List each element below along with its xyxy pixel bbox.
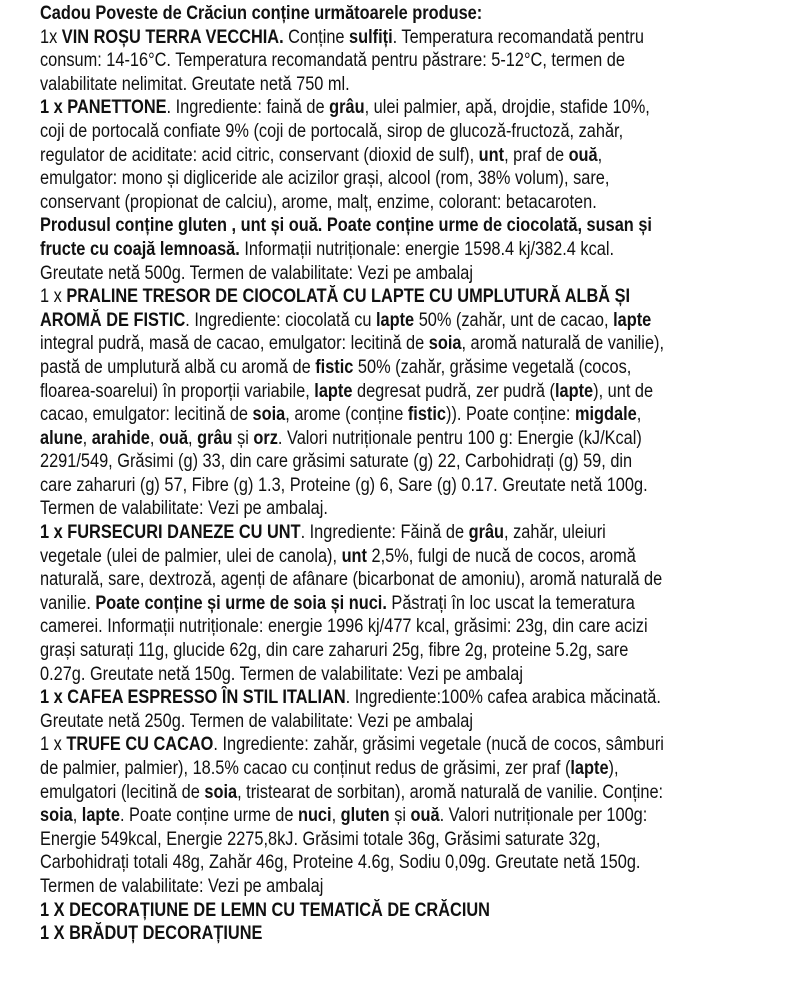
text-line (40, 568, 668, 592)
text-line (40, 639, 668, 663)
bold-text-run: ouă (158, 427, 189, 449)
bold-text-run: orz (253, 427, 278, 449)
bold-text-run: 1 X DECORAȚIUNE DE LEMN CU TEMATICĂ DE CRĂCIUN (40, 899, 490, 921)
text-run: , ulei palmier, apă, drojdie, stafide 10%, (364, 97, 650, 119)
bold-text-run: arahide (91, 427, 150, 449)
text-run: și (389, 805, 411, 827)
bold-text-run: Cadou Poveste de Crăciun conține următoarele produse: (40, 3, 483, 24)
text-run: degresat pudră, zer pudră ( (352, 380, 555, 402)
text-line (40, 191, 668, 215)
bold-text-run: alune (40, 427, 83, 449)
text-run: 0.27g. Greutate netă 150g. Termen de valabilitate: Vezi pe ambalaj (40, 663, 523, 685)
text-line (40, 615, 668, 639)
text-run: Conține (283, 26, 350, 48)
text-line (40, 828, 668, 852)
text-run: 2,5%, fulgi de nucă de cocos, aromă (366, 545, 636, 567)
text-run: vanilie. (40, 592, 96, 614)
bold-text-run: fistic (407, 404, 447, 426)
text-run: vegetale (ulei de palmier, ulei de canola), (40, 545, 342, 567)
text-run: Carbohidrați totali 48g, Zahăr 46g, Proteine 4.6g, Sodiu 0,09g. Greutate netă 150g. (40, 852, 641, 874)
text-run: naturală, sare, dextroză, agenți de afânare (bicarbonat de amoniu), aromă naturală de (40, 569, 663, 591)
bold-text-run: nuci (297, 805, 332, 827)
text-line (40, 497, 668, 521)
text-line (40, 2, 668, 26)
text-line (40, 214, 668, 238)
text-run: Greutate netă 500g. Termen de valabilitate: Vezi pe ambalaj (40, 262, 473, 284)
bold-text-run: grâu (468, 522, 505, 544)
bold-text-run: lapte (613, 309, 652, 331)
text-line (40, 781, 668, 805)
text-run: 1x (40, 26, 62, 48)
bold-text-run: 1 x CAFEA ESPRESSO ÎN STIL ITALIAN (40, 687, 346, 709)
bold-text-run: unt (341, 545, 367, 567)
text-line (40, 450, 668, 474)
text-run: , (331, 805, 341, 827)
text-line (40, 167, 668, 191)
text-run: . Ingrediente: zahăr, grăsimi vegetale (nucă de cocos, sâmburi (213, 734, 664, 756)
text-line (40, 238, 668, 262)
text-run: , (188, 427, 198, 449)
text-run: , aromă naturală de vanilie), (461, 333, 665, 355)
text-run: Greutate netă 250g. Termen de valabilitate: Vezi pe ambalaj (40, 710, 473, 732)
text-run: . Ingrediente: faină de (166, 97, 330, 119)
bold-text-run: Poate conține și urme de soia și nuci. (95, 592, 387, 614)
text-line (40, 733, 668, 757)
text-run: ), (608, 758, 619, 779)
text-run: emulgator: mono și digliceride ale acizilor grași, alcool (rom, 38% volum), sare, (40, 168, 610, 190)
text-line (40, 26, 668, 50)
text-line (40, 851, 668, 875)
bold-text-run: sulfiți (349, 26, 393, 48)
text-run: , (636, 404, 642, 426)
text-run: , arome (conține (285, 404, 408, 426)
bold-text-run: fistic (315, 356, 354, 378)
bold-text-run: soia (428, 333, 462, 355)
text-run: Păstrați în loc uscat la temeratura (386, 592, 635, 614)
text-line (40, 427, 668, 451)
bold-text-run: lapte (570, 758, 609, 779)
text-line (40, 686, 668, 710)
bold-text-run: PRALINE TRESOR DE CIOCOLATĂ CU LAPTE CU UMPLUTURĂ ALBĂ ȘI (66, 286, 631, 308)
bold-text-run: soia (252, 404, 286, 426)
text-run: cacao, emulgator: lecitină de (40, 404, 253, 426)
text-line (40, 592, 668, 616)
bold-text-run: soia (40, 805, 73, 827)
bold-text-run: grâu (197, 427, 233, 449)
text-run: floarea-soarelui) în proporții variabile, (40, 380, 315, 402)
text-run: Termen de valabilitate: Vezi pe ambalaj (40, 875, 324, 897)
text-line (40, 804, 668, 828)
text-run: , praf de (504, 144, 569, 166)
text-line (40, 332, 668, 356)
text-line (40, 262, 668, 286)
bold-text-run: ouă (568, 144, 598, 166)
bold-text-run: grâu (329, 97, 365, 119)
text-run: . Valori nutriționale pentru 100 g: Energie (kJ/Kcal) (277, 427, 642, 449)
text-run: emulgatori (lecitină de (40, 781, 205, 803)
text-line (40, 521, 668, 545)
bold-text-run: migdale (574, 404, 637, 426)
text-run: ), unt de (593, 380, 654, 402)
text-line (40, 73, 668, 97)
text-run: , (82, 427, 92, 449)
text-run: . Poate conține urme de (119, 805, 298, 827)
text-run: 2291/549, Grăsimi (g) 33, din care grăsimi saturate (g) 22, Carbohidrați (g) 59, din (40, 451, 633, 473)
bold-text-run: soia (204, 781, 238, 803)
text-run: consum: 14-16°C. Temperatura recomandată pentru păstrare: 5-12°C, termen de (40, 50, 625, 72)
text-run: , (149, 427, 159, 449)
text-line (40, 356, 668, 380)
text-run: Informații nutriționale: energie 1598.4 kj/382.4 kcal. (239, 238, 615, 260)
bold-text-run: lapte (81, 805, 120, 827)
text-run: conservant (propionat de calciu), arome, malț, enzime, colorant: betacaroten. (40, 191, 597, 213)
text-run: valabilitate nelimitat. Greutate netă 750 ml. (40, 73, 350, 95)
text-line (40, 380, 668, 404)
bold-text-run: AROMĂ DE FISTIC (40, 309, 186, 331)
text-run: , tristearat de sorbitan), aromă naturală de vanilie. Conține: (237, 781, 664, 803)
text-run: integral pudră, masă de cacao, emulgator: lecitină de (40, 333, 429, 355)
text-run: 1 x (40, 734, 67, 756)
text-run: coji de portocală confiate 9% (coji de portocală, sirop de glucoză-fructoză, zahăr, (40, 120, 624, 142)
product-description-document (40, 2, 770, 946)
text-line (40, 922, 668, 946)
text-line (40, 663, 668, 687)
text-line (40, 49, 668, 73)
bold-text-run: lapte (376, 309, 415, 331)
text-line (40, 309, 668, 333)
bold-text-run: gluten (340, 805, 390, 827)
text-run: . Temperatura recomandată pentru (392, 26, 644, 48)
text-line (40, 545, 668, 569)
text-run: de palmier, palmier), 18.5% cacao cu conținut redus de grăsimi, zer praf ( (40, 758, 571, 779)
text-line (40, 403, 668, 427)
text-run: pastă de umplutură albă cu aromă de (40, 356, 316, 378)
bold-text-run: ouă (410, 805, 440, 827)
text-run: , (597, 144, 603, 166)
bold-text-run: Produsul conține gluten , unt și ouă. Poate conține urme de ciocolată, susan și (40, 215, 652, 237)
text-line (40, 710, 668, 734)
bold-text-run: TRUFE CU CACAO (66, 734, 214, 756)
text-line (40, 875, 668, 899)
text-run: . Valori nutriționale per 100g: (439, 805, 648, 827)
bold-text-run: fructe cu coajă lemnoasă. (40, 238, 240, 260)
text-line (40, 757, 668, 781)
text-run: camerei. Informații nutriționale: energie 1996 kj/477 kcal, grăsimi: 23g, din care acizi (40, 616, 648, 638)
text-run: Energie 549kcal, Energie 2275,8kJ. Grăsimi totale 36g, Grăsimi saturate 32g, (40, 828, 601, 850)
text-run: , (72, 805, 82, 827)
text-run: , zahăr, uleiuri (504, 522, 606, 544)
text-line (40, 285, 668, 309)
text-line (40, 474, 668, 498)
text-run: și (232, 427, 254, 449)
text-line (40, 96, 668, 120)
text-run: regulator de aciditate: acid citric, conservant (dioxid de sulf), (40, 144, 479, 166)
text-run: Termen de valabilitate: Vezi pe ambalaj. (40, 498, 328, 520)
text-run: 1 x (40, 286, 67, 308)
bold-text-run: 1 X BRĂDUȚ DECORAȚIUNE (40, 923, 263, 945)
bold-text-run: 1 x PANETTONE (40, 97, 167, 119)
bold-text-run: VIN ROȘU TERRA VECCHIA. (61, 26, 284, 48)
text-run: 50% (zahăr, grăsime vegetală (cocos, (353, 356, 632, 378)
bold-text-run: lapte (554, 380, 594, 402)
text-run: grași saturați 11g, glucide 62g, din care zaharuri 25g, fibre 2g, proteine 5.2g, sare (40, 640, 629, 662)
text-run: 50% (zahăr, unt de cacao, (414, 309, 614, 331)
bold-text-run: lapte (314, 380, 353, 402)
text-line (40, 144, 668, 168)
text-line (40, 120, 668, 144)
bold-text-run: unt (478, 144, 505, 166)
text-run: . Ingrediente:100% cafea arabica măcinată. (345, 687, 661, 709)
text-run: . Ingrediente: Făină de (300, 522, 469, 544)
text-run: care zaharuri (g) 57, Fibre (g) 1.3, Proteine (g) 6, Sare (g) 0.17. Greutate netă 100g. (40, 474, 648, 496)
text-run: )). Poate conține: (446, 404, 575, 426)
text-line (40, 899, 668, 923)
text-run: . Ingrediente: ciocolată cu (185, 309, 377, 331)
bold-text-run: 1 x FURSECURI DANEZE CU UNT (40, 522, 301, 544)
